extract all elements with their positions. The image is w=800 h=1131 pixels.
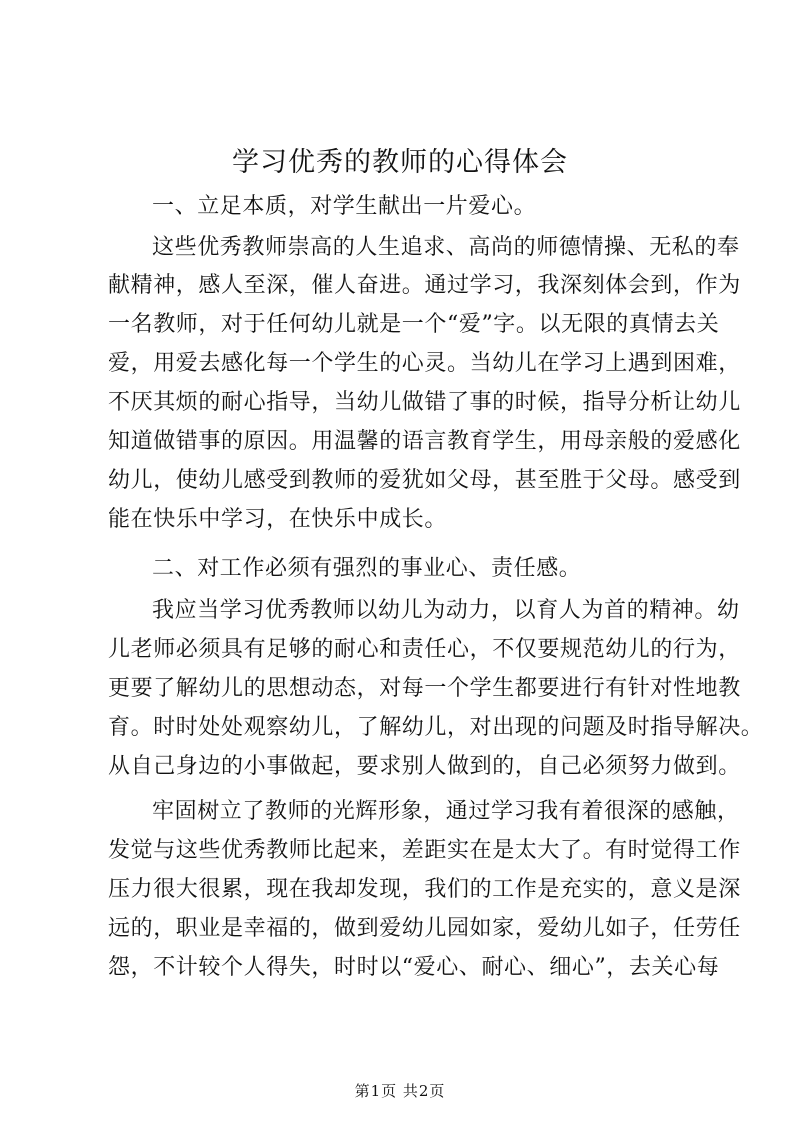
text-line: 发觉与这些优秀教师比起来，差距实在是太大了。有时觉得工作: [108, 838, 741, 863]
text-line: 献精神，感人至深，催人奋进。通过学习，我深刻体会到，作为: [108, 273, 741, 298]
section-heading-1: 一、立足本质，对学生献出一片爱心。: [152, 194, 537, 219]
document-title: 学习优秀的教师的心得体会: [232, 147, 568, 178]
text-line: 怨，不计较个人得失，时时以“爱心、耐心、细心”，去关心每: [108, 955, 720, 980]
text-line: 幼儿，使幼儿感受到教师的爱犹如父母，甚至胜于父母。感受到: [108, 468, 741, 493]
text-line: 爱，用爱去感化每一个学生的心灵。当幼儿在学习上遇到困难，: [108, 351, 741, 376]
text-line: 能在快乐中学习，在快乐中成长。: [108, 507, 448, 532]
text-line: 我应当学习优秀教师以幼儿为动力，以育人为首的精神。幼: [152, 598, 740, 623]
text-line: 远的，职业是幸福的，做到爱幼儿园如家，爱幼儿如子，任劳任: [108, 916, 741, 941]
text-line: 这些优秀教师崇高的人生追求、高尚的师德情操、无私的奉: [152, 235, 740, 260]
text-line: 从自己身边的小事做起，要求别人做到的，自己必须努力做到。: [108, 754, 741, 779]
page-number-footer: 第1页 共2页: [354, 1082, 446, 1100]
text-line: 知道做错事的原因。用温馨的语言教育学生，用母亲般的爱感化: [108, 429, 741, 454]
text-line: 压力很大很累，现在我却发现，我们的工作是充实的，意义是深: [108, 877, 741, 902]
section-heading-2: 二、对工作必须有强烈的事业心、责任感。: [152, 556, 582, 581]
text-line: 育。时时处处观察幼儿，了解幼儿，对出现的问题及时指导解决。: [108, 715, 764, 740]
text-line: 牢固树立了教师的光辉形象，通过学习我有着很深的感触，: [152, 799, 740, 824]
text-line: 更要了解幼儿的思想动态，对每一个学生都要进行有针对性地教: [108, 676, 741, 701]
text-line: 一名教师，对于任何幼儿就是一个“爱”字。以无限的真情去关: [108, 312, 720, 337]
text-line: 不厌其烦的耐心指导，当幼儿做错了事的时候，指导分析让幼儿: [108, 390, 741, 415]
text-line: 儿老师必须具有足够的耐心和责任心，不仅要规范幼儿的行为，: [108, 637, 741, 662]
